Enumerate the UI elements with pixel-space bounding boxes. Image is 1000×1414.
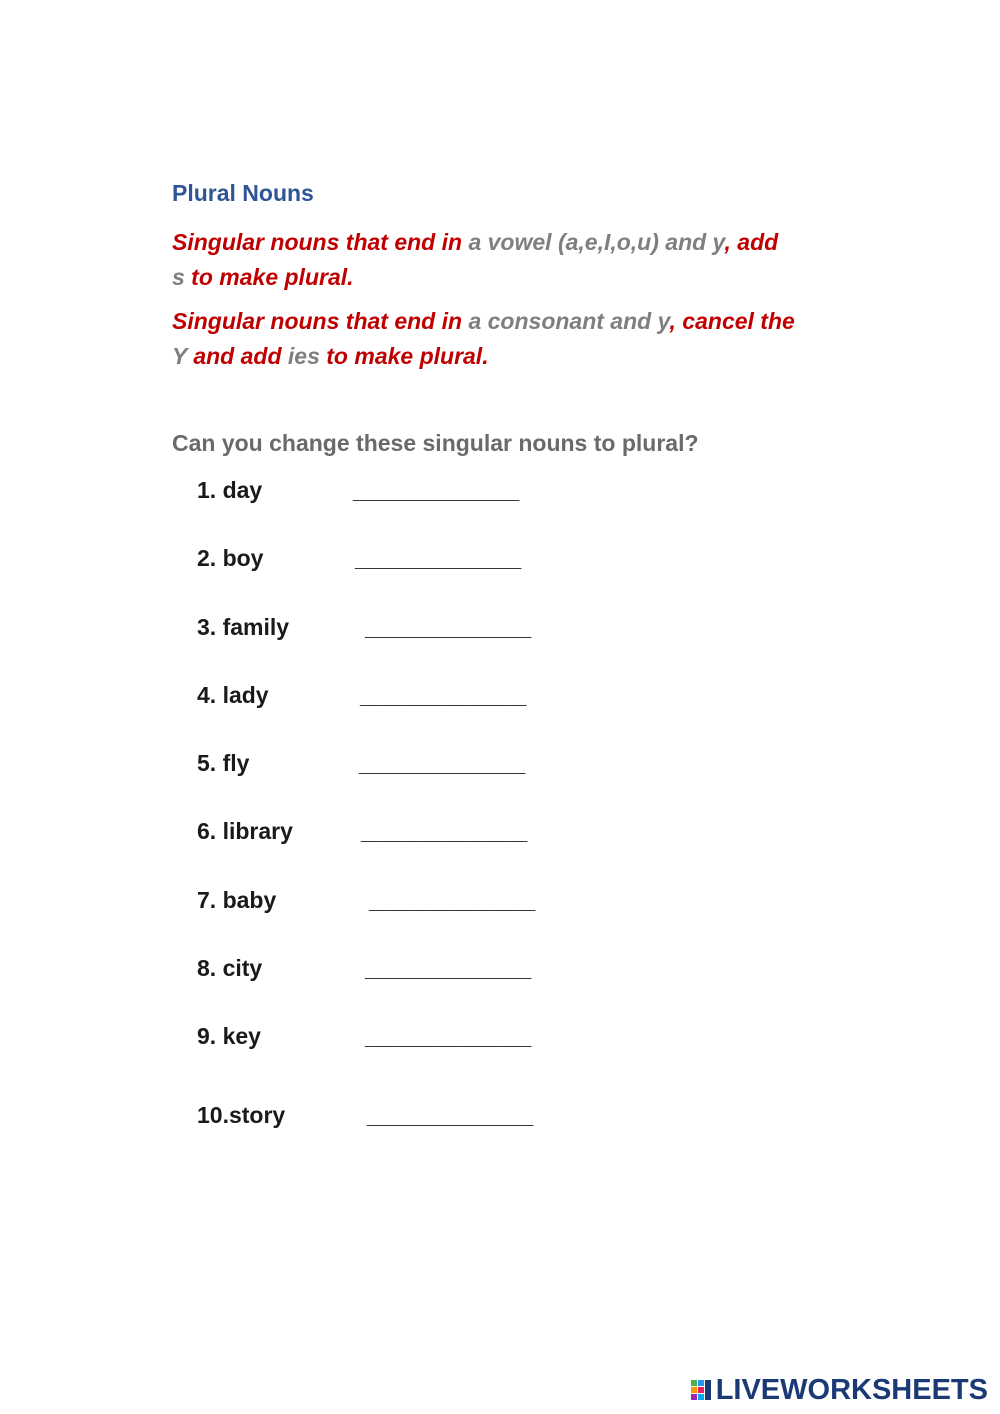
rule-text: to make plural. <box>184 264 354 290</box>
noun-label: 7. baby <box>197 887 277 913</box>
noun-label: 5. fly <box>197 750 250 776</box>
rule-text: Singular nouns that end in <box>172 229 469 255</box>
answer-blank[interactable]: _____________ <box>359 750 526 776</box>
rule-text: to make plural. <box>319 343 489 369</box>
answer-blank[interactable]: _____________ <box>367 1102 534 1128</box>
answer-blank[interactable]: _____________ <box>365 1023 532 1049</box>
rule-consonant-y <box>172 304 852 374</box>
rule-condition: a consonant and y <box>468 308 670 334</box>
answer-blank[interactable]: _____________ <box>365 614 532 640</box>
rule-text: and add <box>186 343 288 369</box>
rule-text: , add <box>724 229 779 255</box>
noun-label: 10.story <box>197 1102 286 1128</box>
rule-vowel-y <box>172 225 852 295</box>
worksheet-title: Plural Nouns <box>172 180 314 206</box>
noun-label: 1. day <box>197 477 263 503</box>
liveworksheets-logo-icon <box>691 1378 713 1404</box>
noun-label: 9. key <box>197 1023 261 1049</box>
answer-blank[interactable]: _____________ <box>369 887 536 913</box>
noun-label: 8. city <box>197 955 263 981</box>
answer-blank[interactable]: _____________ <box>365 955 532 981</box>
noun-label: 2. boy <box>197 545 264 571</box>
rule-text: , cancel the <box>669 308 795 334</box>
rule-letter: Y <box>172 343 187 369</box>
noun-label: 4. lady <box>197 682 269 708</box>
answer-blank[interactable]: _____________ <box>355 545 522 571</box>
answer-blank[interactable]: _____________ <box>361 818 528 844</box>
answer-blank[interactable]: _____________ <box>353 477 520 503</box>
answer-blank[interactable]: _____________ <box>360 682 527 708</box>
question-prompt: Can you change these singular nouns to plural? <box>172 430 699 456</box>
noun-label: 3. family <box>197 614 290 640</box>
rule-suffix: ies <box>287 343 320 369</box>
rule-suffix: s <box>172 264 185 290</box>
rule-text: Singular nouns that end in <box>172 308 469 334</box>
liveworksheets-brand[interactable] <box>691 1374 988 1407</box>
noun-label: 6. library <box>197 818 293 844</box>
brand-name: LIVEWORKSHEETS <box>715 1374 988 1406</box>
rule-condition: a vowel (a,e,I,o,u) and y <box>468 229 725 255</box>
